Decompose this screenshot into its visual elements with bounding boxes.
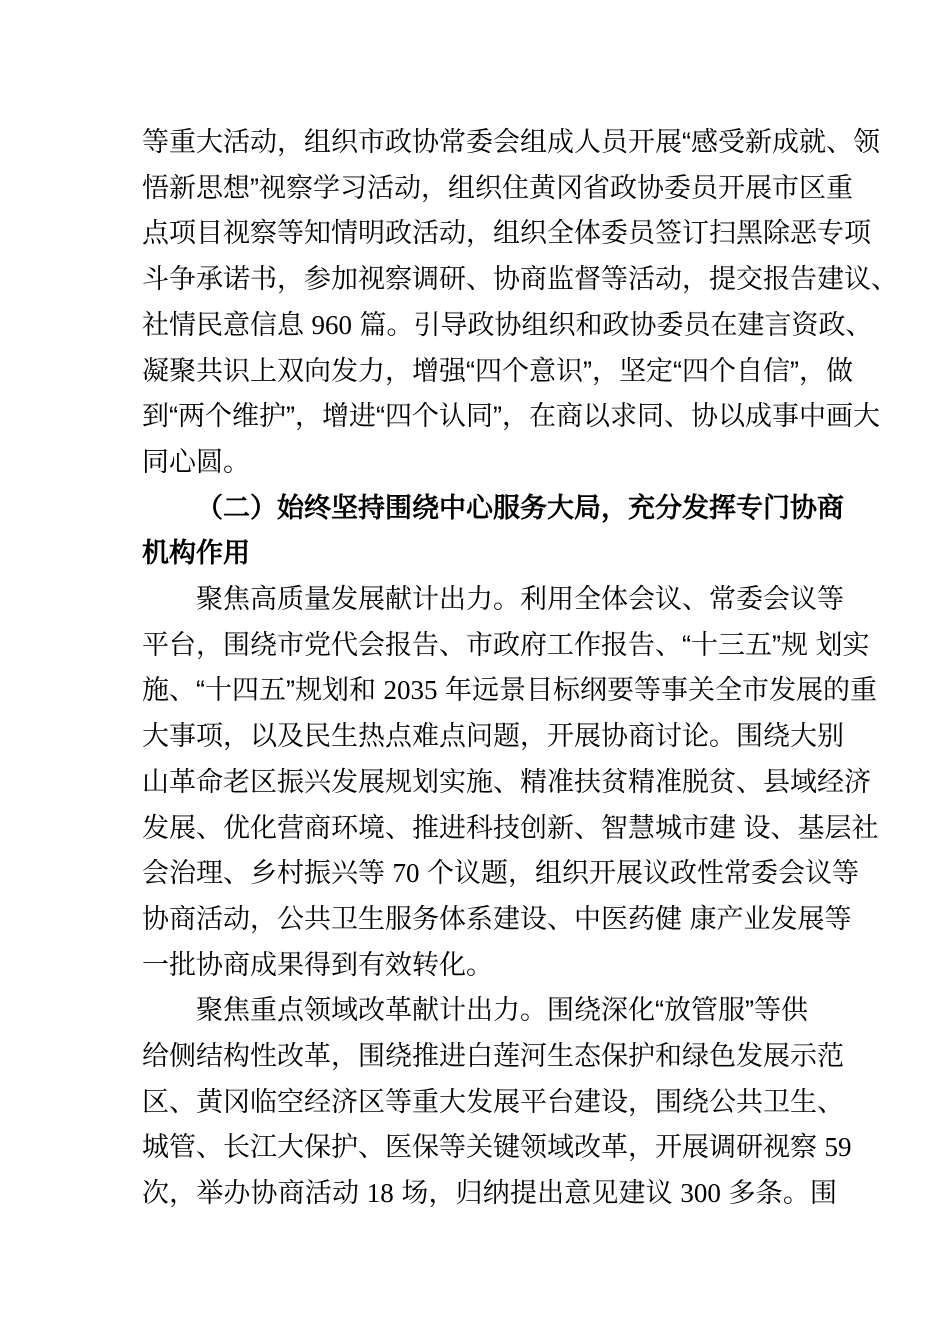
text-line: 点项目视察等知情明政活动，组织全体委员签订扫黑除恶专项 <box>142 218 871 249</box>
section-heading-line: （二）始终坚持围绕中心服务大局，充分发挥专门协商 <box>196 492 844 523</box>
numeral: 18 <box>366 1178 394 1209</box>
text-line: 给侧结构性改革，围绕推进白莲河生态保护和绿色发展示范 <box>142 1041 844 1072</box>
document-text-block <box>142 120 898 1217</box>
text-line: 凝聚共识上双向发力，增强“四个意识”，坚定“四个自信”，做 <box>142 355 853 386</box>
numeral: 59 <box>824 1132 852 1163</box>
numeral: 2035 <box>383 675 438 706</box>
text-line: 区、黄冈临空经济区等重大发展平台建设，围绕公共卫生、 <box>142 1086 844 1117</box>
text-line: 到“两个维护”，增进“四个认同”，在商以求同、协以成事中画大 <box>142 401 880 432</box>
text-line: 平台，围绕市党代会报告、市政府工作报告、“十三五”规 划实 <box>142 629 870 660</box>
text-line: 聚焦高质量发展献计出力。利用全体会议、常委会议等 <box>196 584 844 615</box>
text-line: 斗争承诺书，参加视察调研、协商监督等活动，提交报告建议、 <box>142 264 898 295</box>
text-line: 大事项，以及民生热点难点问题，开展协商讨论。围绕大别 <box>142 721 844 752</box>
numeral: 300 <box>680 1178 721 1209</box>
text-line: 山革命老区振兴发展规划实施、精准扶贫精准脱贫、县域经济 <box>142 766 871 797</box>
text-line: 发展、优化营商环境、推进科技创新、智慧城市建 设、基层社 <box>142 812 879 843</box>
text-line: 城管、长江大保护、医保等关键领域改革，开展调研视察 59 <box>142 1132 852 1163</box>
text-line: 悟新思想”视察学习活动，组织住黄冈省政协委员开展市区重 <box>142 172 853 203</box>
text-line: 社情民意信息 960 篇。引导政协组织和政协委员在建言资政、 <box>142 309 873 340</box>
text-line: 聚焦重点领域改革献计出力。围绕深化“放管服”等供 <box>196 995 808 1026</box>
text-line: 施、“十四五”规划和 2035 年远景目标纲要等事关全市发展的重 <box>142 675 877 706</box>
section-heading-line: 机构作用 <box>142 538 250 569</box>
text-line: 会治理、乡村振兴等 70 个议题，组织开展议政性常委会议等 <box>142 858 860 889</box>
text-line: 次，举办协商活动 18 场，归纳提出意见建议 300 多条。围 <box>142 1178 837 1209</box>
text-line: 等重大活动，组织市政协常委会组成人员开展“感受新成就、领 <box>142 127 880 157</box>
text-line: 协商活动，公共卫生服务体系建设、中医药健 康产业发展等 <box>142 903 852 934</box>
numeral: 70 <box>392 858 420 889</box>
text-line: 同心圆。 <box>142 446 250 477</box>
text-line: 一批协商成果得到有效转化。 <box>142 949 493 980</box>
numeral: 960 <box>311 309 353 340</box>
